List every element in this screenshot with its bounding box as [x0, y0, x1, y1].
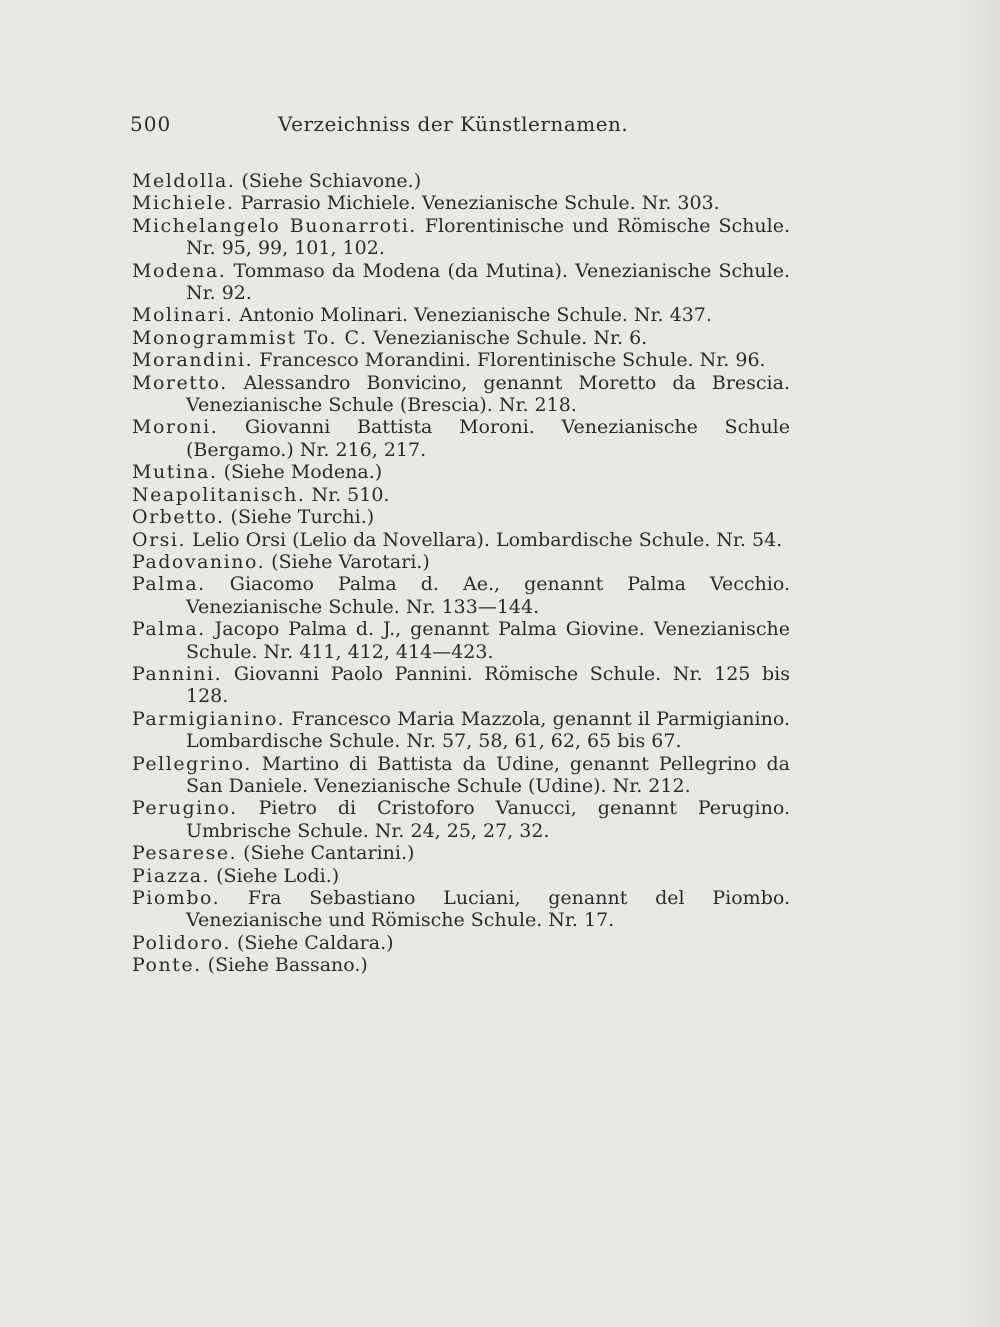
artist-name: Pesarese.: [132, 842, 238, 865]
artist-name: Padovanino.: [132, 550, 266, 573]
entry-text: Antonio Molinari. Venezianische Schule. Nr. 437.: [239, 304, 712, 327]
index-entry: [132, 506, 790, 528]
index-entry: [132, 753, 790, 798]
page-number: 500: [130, 112, 172, 136]
artist-name: Michiele.: [132, 192, 235, 215]
entry-text: (Siehe Varotari.): [271, 550, 430, 573]
artist-name: Mutina.: [132, 461, 218, 484]
entry-text: Giacomo Palma d. Ae., genannt Palma Vecchio. Venezianische Schule. Nr. 133—144.: [186, 573, 790, 618]
entry-text: Florentinische und Römische Schule. Nr. 95, 99, 101, 102.: [186, 214, 790, 260]
index-entry: [132, 260, 790, 305]
index-entry: [132, 372, 790, 417]
artist-name: Modena.: [132, 259, 227, 282]
page-header: [130, 112, 790, 142]
running-title: Verzeichniss der Künstlernamen.: [278, 112, 629, 136]
entry-text: Lelio Orsi (Lelio da Novellara). Lombardische Schule. Nr. 54.: [192, 528, 783, 551]
entry-text: Alessandro Bonvicino, genannt Moretto da Brescia. Venezianische Schule (Brescia). Nr. 218.: [186, 371, 790, 417]
artist-name: Moroni.: [132, 416, 219, 439]
entry-text: (Siehe Bassano.): [207, 954, 368, 977]
entry-text: (Siehe Schiavone.): [241, 170, 422, 192]
entry-text: Martino di Battista da Udine, genannt Pellegrino da San Daniele. Venezianische Schule (Udine). Nr. 212.: [186, 752, 790, 797]
artist-name: Moretto.: [132, 371, 228, 394]
entry-text: Tommaso da Modena (da Mutina). Venezianische Schule. Nr. 92.: [186, 259, 790, 305]
index-entry: [132, 529, 790, 551]
artist-name: Michelangelo Buonarroti.: [132, 214, 417, 237]
artist-name: Orbetto.: [132, 506, 225, 529]
index-entry: [132, 932, 790, 954]
index-entry: [132, 842, 790, 864]
artist-name: Palma.: [132, 618, 206, 641]
index-entry: [132, 663, 790, 708]
index-entry: [132, 484, 790, 506]
artist-name: Palma.: [132, 573, 206, 596]
index-entry: [132, 887, 790, 932]
artist-name: Perugino.: [132, 797, 238, 820]
index-entry: [132, 192, 790, 214]
index-entry: [132, 618, 790, 663]
index-entry: [132, 797, 790, 842]
artist-name: Morandini.: [132, 349, 254, 372]
artist-name-index: [132, 170, 790, 977]
entry-text: (Siehe Caldara.): [236, 931, 394, 954]
index-entry: [132, 954, 790, 976]
entry-text: (Siehe Modena.): [223, 461, 383, 484]
index-entry: [132, 170, 790, 192]
entry-text: (Siehe Cantarini.): [243, 842, 415, 865]
index-entry: [132, 708, 790, 753]
entry-text: (Siehe Turchi.): [230, 506, 375, 529]
artist-name: Polidoro.: [132, 931, 231, 954]
entry-text: Giovanni Paolo Pannini. Römische Schule. Nr. 125 bis 128.: [186, 662, 791, 708]
entry-text: Francesco Morandini. Florentinische Schule. Nr. 96.: [259, 349, 766, 372]
artist-name: Monogrammist To. C.: [132, 326, 368, 349]
entry-text: Jacopo Palma d. J., genannt Palma Giovine. Venezianische Schule. Nr. 411, 412, 414—423.: [186, 618, 790, 663]
artist-name: Pannini.: [132, 662, 223, 685]
index-entry: [132, 349, 790, 371]
entry-text: Venezianische Schule. Nr. 6.: [373, 326, 648, 349]
artist-name: Orsi.: [132, 528, 187, 551]
index-entry: [132, 865, 790, 887]
entry-text: (Siehe Lodi.): [216, 864, 340, 887]
index-entry: [132, 327, 790, 349]
index-entry: [132, 573, 790, 618]
page-edge-shadow: [960, 0, 1000, 1327]
artist-name: Piombo.: [132, 887, 221, 909]
index-entry: [132, 304, 790, 326]
artist-name: Parmigianino.: [132, 707, 286, 730]
artist-name: Piazza.: [132, 864, 211, 887]
index-entry: [132, 215, 790, 260]
entry-text: Giovanni Battista Moroni. Venezianische Schule (Bergamo.) Nr. 216, 217.: [186, 416, 790, 461]
entry-text: Parrasio Michiele. Venezianische Schule. Nr. 303.: [240, 192, 720, 215]
artist-name: Neapolitanisch.: [132, 483, 306, 506]
entry-text: Nr. 510.: [311, 483, 390, 506]
entry-text: Fra Sebastiano Luciani, genannt del Piombo. Venezianische und Römische Schule. Nr. 17.: [186, 887, 790, 932]
artist-name: Ponte.: [132, 954, 202, 977]
index-entry: [132, 461, 790, 483]
entry-text: Pietro di Cristoforo Vanucci, genannt Perugino. Umbrische Schule. Nr. 24, 25, 27, 32.: [186, 797, 790, 842]
artist-name: Molinari.: [132, 304, 234, 327]
entry-text: Francesco Maria Mazzola, genannt il Parmigianino. Lombardische Schule. Nr. 57, 58, 61, 62, 65 bis 67.: [186, 707, 790, 753]
index-entry: [132, 416, 790, 461]
index-entry: [132, 551, 790, 573]
artist-name: Pellegrino.: [132, 752, 252, 775]
artist-name: Meldolla.: [132, 170, 236, 192]
